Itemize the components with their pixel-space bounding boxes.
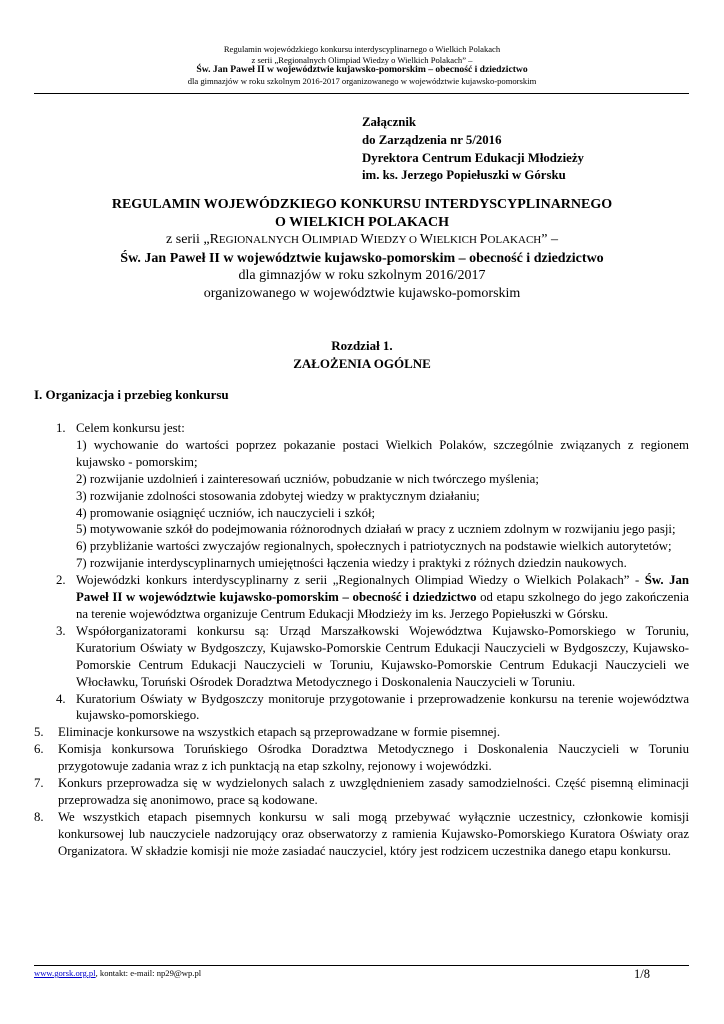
- section-heading: I. Organizacja i przebieg konkursu: [34, 387, 229, 402]
- sub-item: 5) motywowanie szkół do podejmowania różnorodnych działań w pracy z uczniem zdolnym w rozwijaniu jego pasji;: [76, 522, 676, 537]
- annex-block: [362, 114, 584, 185]
- list-item-3: [56, 623, 689, 691]
- header-line-1: Regulamin wojewódzkiego konkursu interdyscyplinarnego o Wielkich Polakach: [223, 44, 501, 54]
- list-item-6: [34, 741, 689, 775]
- item-text: Eliminacje konkursowe na wszystkich etapach są przeprowadzane w formie pisemnej.: [58, 725, 501, 740]
- regulation-list: [34, 420, 689, 860]
- list-item-1: [56, 420, 689, 572]
- item-number: 5.: [34, 725, 44, 740]
- item-text: Komisja konkursowa Toruńskiego Ośrodka Doradztwa Metodycznego i Doskonalenia Nauczycieli w Toruniu przygotowuje zadania wraz z ich punktacją na etap szkolny, rejonowy i wojewódzki.: [58, 742, 689, 774]
- sub-item: 4) promowanie osiągnięć uczniów, ich nauczycieli i szkół;: [76, 505, 376, 520]
- header-line-4: dla gimnazjów w roku szkolnym 2016-2017 organizowanego w województwie kujawsko-pomorskim: [187, 75, 537, 86]
- title-line-2: O WIELKICH POLAKACH: [275, 214, 449, 230]
- item-number: 7.: [34, 776, 44, 791]
- list-item-2: [56, 572, 689, 623]
- item-number: 3.: [56, 623, 66, 638]
- title-line-4: Św. Jan Paweł II w województwie kujawsko-pomorskim – obecność i dziedzictwo: [120, 250, 604, 266]
- item-number: 1.: [56, 421, 66, 435]
- annex-line-4: im. ks. Jerzego Popiełuszki w Górsku: [362, 168, 566, 183]
- annex-line-1: Załącznik: [362, 115, 417, 129]
- page-number: 1/8: [634, 967, 650, 981]
- sub-item: 2) rozwijanie uzdolnień i zainteresowań uczniów, pobudzanie w nich twórczego myślenia;: [76, 471, 539, 486]
- item-text: Wojewódzki konkurs interdyscyplinarny z serii „Regionalnych Olimpiad Wiedzy o Wielkich Polakach” - Św. Jan Paweł II w województwie kujawsko-pomorskim – obecność i dziedzictwo od etapu szkolnego do jego zakończenia na terenie województwa organizuje Centrum Edukacji Młodzieży im ks. Jerzego Popiełuszki w Górsku.: [76, 573, 689, 621]
- website-link[interactable]: www.gorsk.org.pl: [34, 968, 96, 978]
- item-text: Współorganizatorami konkursu są: Urząd Marszałkowski Województwa Kujawsko-Pomorskiego w Toruniu, Kuratorium Oświaty w Bydgoszczy, Kujawsko-Pomorskie Centrum Edukacji Nauczycieli w Bydgoszczy, Kujawsko-Pomorskie Centrum Edukacji Nauczycieli w Toruniu, Kujawsko-Pomorskie Centrum Edukacji Nauczycieli we Włocławku, Toruński Ośrodek Doradztwa Metodycznego i Doskonalenia Nauczycieli w Toruniu.: [76, 623, 689, 689]
- item-number: 6.: [34, 742, 44, 757]
- contact-text: , kontakt: e-mail: np29@wp.pl: [95, 968, 202, 978]
- item-text: Kuratorium Oświaty w Bydgoszczy monitoruje przygotowanie i przeprowadzenie konkursu na terenie województwa kujawsko-pomorskiego.: [76, 691, 689, 723]
- list-item-4: [56, 691, 689, 725]
- sub-item: 6) przybliżanie wartości zwyczajów regionalnych, społecznych i patriotycznych na podstawie wielkich autorytetów;: [76, 539, 672, 554]
- header-divider: [34, 93, 689, 94]
- list-item-5: [34, 724, 689, 741]
- list-item-7: [34, 775, 689, 809]
- title-line-5: dla gimnazjów w roku szkolnym 2016/2017: [238, 268, 486, 284]
- annex-line-3: Dyrektora Centrum Edukacji Młodzieży: [362, 150, 584, 165]
- document-title: [0, 196, 724, 303]
- title-line-1: REGULAMIN WOJEWÓDZKIEGO KONKURSU INTERDYSCYPLINARNEGO: [111, 197, 613, 212]
- header-line-2: z serii „Regionalnych Olimpiad Wiedzy o Wielkich Polakach” –: [251, 54, 473, 65]
- item-number: 2.: [56, 573, 66, 588]
- item-text: Celem konkursu jest:: [76, 421, 185, 435]
- title-line-6: organizowanego w województwie kujawsko-pomorskim: [203, 285, 521, 301]
- footer-divider: [34, 965, 689, 966]
- annex-line-2: do Zarządzenia nr 5/2016: [362, 132, 502, 147]
- header-line-3: Św. Jan Paweł II w województwie kujawsko-pomorskim – obecność i dziedzictwo: [196, 64, 528, 75]
- title-line-3: z serii „REGIONALNYCH OLIMPIAD WIEDZY O WIELKICH POLAKACH” –: [166, 232, 558, 248]
- sub-item: 3) rozwijanie zdolności stosowania zdobytej wiedzy w praktycznym działaniu;: [76, 488, 480, 503]
- item-text: We wszystkich etapach pisemnych konkursu w sali mogą przebywać wyłącznie uczestnicy, członkowie komisji konkursowej lub nauczyciele nadzorujący oraz obserwatorzy z ramienia Kujawsko-Pomorskiego Kuratora Oświaty oraz Organizatora. W składzie komisji nie może zasiadać nauczyciel, który jest rodzicem uczestnika danego etapu konkursu.: [58, 809, 689, 858]
- chapter-name: ZAŁOŻENIA OGÓLNE: [293, 356, 431, 371]
- chapter-heading: [0, 337, 724, 373]
- running-header: [0, 44, 724, 86]
- list-item-8: [34, 809, 689, 860]
- item-text: Konkurs przeprowadza się w wydzielonych salach z uwzględnieniem zasady samodzielności. Część pisemną eliminacji przeprowadza się anonimowo, prace są kodowane.: [58, 776, 689, 807]
- chapter-number: Rozdział 1.: [331, 338, 393, 353]
- item-number: 4.: [56, 691, 66, 706]
- sub-item: 1) wychowanie do wartości poprzez pokazanie postaci Wielkich Polaków, szczególnie związanych z regionem kujawsko - pomorskim;: [76, 437, 689, 469]
- item-number: 8.: [34, 809, 44, 824]
- footer-contact: [34, 968, 201, 978]
- sub-item: 7) rozwijanie interdyscyplinarnych umiejętności łączenia wiedzy i praktyki z różnych dziedzin naukowych.: [76, 556, 627, 571]
